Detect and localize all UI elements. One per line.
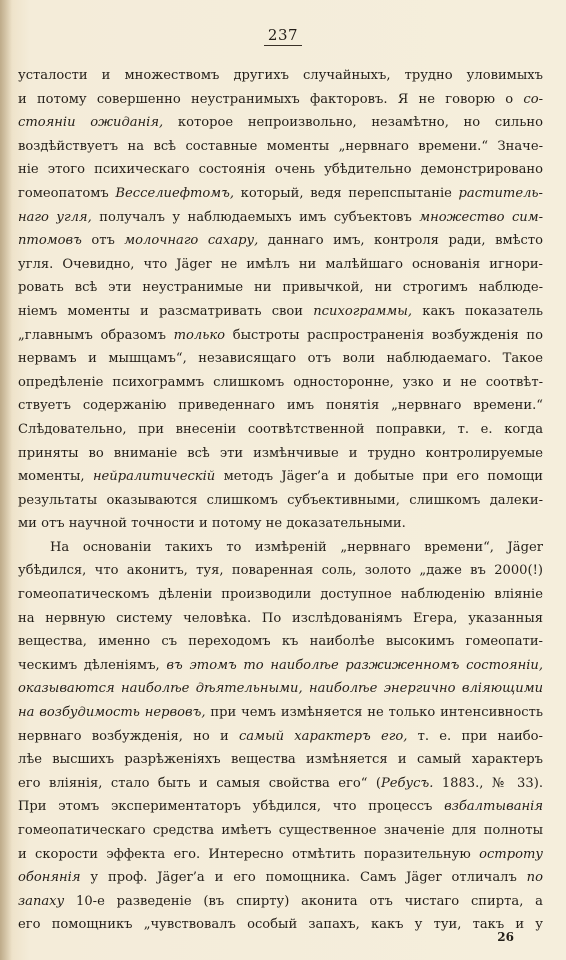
text-span: вещества, именно съ переходомъ къ наиболѣе высокимъ гомеопати- [18, 634, 543, 650]
text-span: гомеопатическомъ дѣленіи производили доступное наблюденію вліяніе [18, 587, 543, 603]
text-line [18, 489, 543, 513]
text-span: отъ [81, 233, 125, 249]
italic-text-span: только [173, 327, 226, 343]
italic-text-span: запаху [18, 893, 65, 909]
text-span: ствуетъ содержанію приведеннаго имъ понятія „нервнаго времени.“ [18, 398, 543, 414]
text-line [18, 206, 543, 230]
text-line [18, 583, 543, 607]
italic-text-span: психограммы, [313, 303, 413, 319]
text-span: ніемъ моменты и разсматривать свои [18, 303, 314, 319]
italic-text-span: на возбудимость нервовъ, [18, 705, 206, 721]
text-span: 1883., № 33). [433, 775, 543, 791]
text-span: методъ Jäger’а и добытые при его помощи [215, 469, 543, 485]
body-text [18, 64, 543, 937]
text-line [18, 559, 543, 583]
text-span: ческимъ дѣленіямъ, [18, 657, 167, 673]
italic-text-span: Весселиефтомъ, [115, 185, 235, 201]
text-span: и скорости эффекта его. Интересно отмѣтить поразительную [18, 846, 480, 862]
italic-text-span: со- [523, 91, 543, 107]
text-line [18, 630, 543, 654]
text-line [18, 182, 543, 206]
text-span: гомеопатомъ [18, 185, 116, 201]
text-line [18, 465, 543, 489]
text-span: воздѣйствуетъ на всѣ составные моменты „нервнаго времени.“ Значе- [18, 138, 543, 154]
text-span: угля. Очевидно, что Jäger не имѣлъ ни малѣйшаго основанія игнори- [18, 256, 543, 272]
text-span: ровать всѣ эти неустранимые ни привычкой, ни строгимъ наблюде- [18, 280, 543, 296]
text-span: Слѣдовательно, при внесеніи соотвѣтственной поправки, т. е. когда [18, 421, 543, 437]
italic-text-span: самый характеръ его, [238, 728, 408, 744]
text-line [18, 253, 543, 277]
text-span: убѣдился, что аконитъ, туя, поваренная соль, золото „даже въ 2000(!) [18, 563, 543, 579]
text-span: гомеопатическаго средства имѣетъ существенное значеніе для полноты [18, 823, 543, 838]
text-line [18, 725, 543, 749]
binding-gutter [0, 0, 12, 960]
text-span: усталости и множествомъ другихъ случайныхъ, трудно уловимыхъ [18, 68, 543, 83]
text-line [18, 300, 543, 324]
text-line [18, 772, 543, 796]
text-line [18, 607, 543, 631]
text-line [18, 135, 543, 159]
italic-text-span: наго угля, [18, 209, 92, 225]
text-line [18, 536, 543, 560]
text-span: на нервную систему человѣка. По изслѣдованіямъ Егера, указанныя [18, 610, 543, 626]
text-line [18, 229, 543, 253]
text-span: быстроты распространенія возбужденія по [225, 327, 543, 343]
text-line [18, 913, 543, 937]
italic-text-span: раститель- [458, 185, 543, 201]
text-span: „главнымъ образомъ [18, 327, 174, 343]
text-line [18, 748, 543, 772]
text-span: какъ показатель [412, 303, 543, 319]
text-span: ніе этого психическаго состоянія очень убѣдительно демонстрировано [18, 162, 543, 178]
page-number-text: 237 [264, 26, 302, 46]
italic-text-span: птомовъ [18, 233, 82, 249]
text-span: лѣе высшихъ разрѣженіяхъ вещества измѣняется и самый характеръ [18, 752, 543, 768]
text-line [18, 371, 543, 395]
text-span: его помощникъ „чувствовалъ особый запахъ, какъ у туи, такъ и у [18, 917, 543, 933]
text-span: На основаніи такихъ то измѣреній „нервнаго времени“, Jäger [50, 539, 543, 555]
text-span: нервнаго возбужденія, но и [18, 728, 239, 744]
text-span: опредѣленіе психограммъ слишкомъ односторонне, узко и не соотвѣт- [18, 374, 543, 390]
text-span: который, ведя перепспытаніе [234, 185, 459, 201]
italic-text-span: по [526, 870, 543, 886]
italic-text-span: оказываются наиболѣе дѣятельными, наиболѣе энергично вліяющими [18, 681, 543, 697]
italic-text-span: стояніи ожиданія, [18, 115, 164, 131]
text-span: его вліянія, стало быть и самыя свойства его“ ( [18, 775, 381, 791]
text-line [18, 418, 543, 442]
italic-text-span: обонянія [18, 870, 81, 886]
text-span: результаты оказываются слишкомъ субъективными, слишкомъ далеки- [18, 492, 543, 508]
text-span: которое непроизвольно, незамѣтно, но сильно [163, 115, 543, 131]
italic-text-span: множество сим- [419, 209, 543, 225]
text-span: ми отъ научной точности и потому не доказательными. [18, 516, 406, 532]
text-line [18, 843, 543, 867]
italic-text-span: Ребусъ. [380, 775, 434, 791]
text-span: моменты, [18, 469, 93, 485]
text-span: у проф. Jäger’а и его помощника. Самъ Jäger отличалъ [80, 870, 527, 886]
text-span: получалъ у наблюдаемыхъ имъ субъектовъ [91, 209, 420, 225]
text-span: приняты во вниманіе всѣ эти измѣнчивые и трудно контролируемые [18, 445, 543, 461]
text-span: нервамъ и мышцамъ“, независящаго отъ воли наблюдаемаго. Такое [18, 351, 543, 367]
text-line [18, 512, 543, 536]
page-number [0, 26, 566, 44]
text-line [18, 394, 543, 418]
text-line [18, 442, 543, 466]
text-line [18, 324, 543, 348]
printer-signature-mark: 26 [497, 930, 514, 944]
text-span: и потому совершенно неустранимыхъ факторовъ. Я не говорю о [18, 91, 524, 107]
text-line [18, 701, 543, 725]
text-span: при чемъ измѣняется не только интенсивность [205, 705, 543, 721]
text-line [18, 677, 543, 701]
italic-text-span: остроту [479, 846, 543, 862]
text-span: При этомъ экспериментаторъ убѣдился, что процессъ [18, 799, 445, 815]
text-line [18, 276, 543, 300]
text-line [18, 654, 543, 678]
text-line [18, 890, 543, 914]
text-line [18, 111, 543, 135]
text-line [18, 88, 543, 112]
italic-text-span: взбалтыванія [444, 799, 543, 815]
italic-text-span: молочнаго сахару, [124, 233, 259, 249]
text-line [18, 866, 543, 890]
text-span: даннаго имъ, контроля ради, вмѣсто [258, 233, 543, 249]
italic-text-span: нейралитическій [92, 469, 216, 485]
text-span: т. е. при наибо- [407, 728, 543, 744]
text-span: 10-е разведеніе (въ спирту) аконита отъ чистаго спирта, а [64, 893, 543, 909]
text-line [18, 819, 543, 843]
text-line [18, 64, 543, 88]
italic-text-span: въ этомъ то наиболѣе разжиженномъ состояніи, [166, 657, 543, 673]
text-line [18, 158, 543, 182]
text-line [18, 347, 543, 371]
text-line [18, 795, 543, 819]
